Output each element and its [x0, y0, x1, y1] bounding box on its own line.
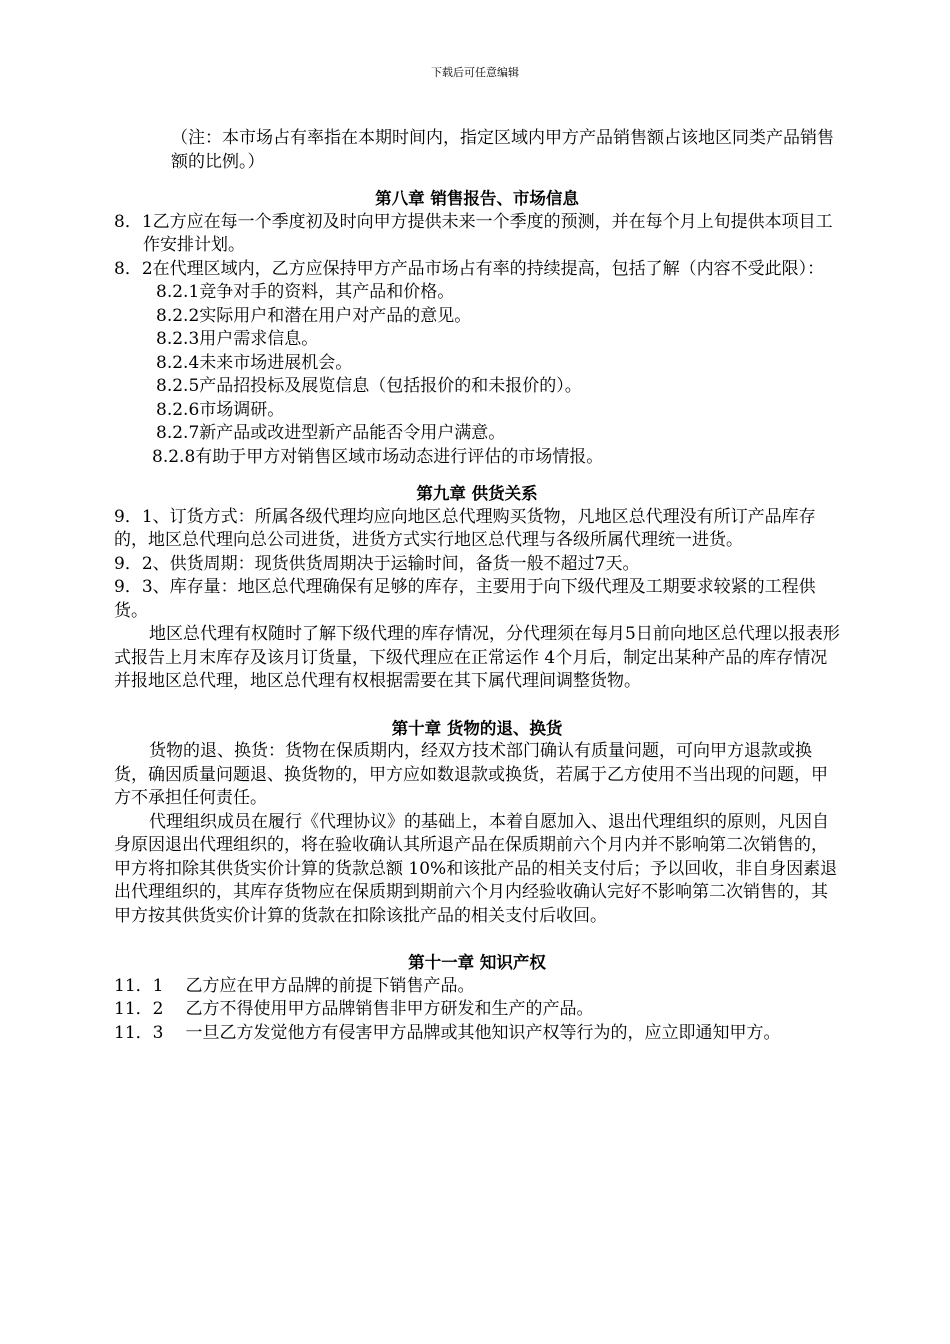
clause-11-2	[114, 998, 840, 1022]
clause-8-2-5: 8.2.5产品招投标及展览信息（包括报价的和未报价的）。	[156, 376, 582, 396]
clause-8-2-6: 8.2.6市场调研。	[156, 399, 285, 420]
clause-number: 11．1	[114, 975, 164, 996]
clause-8-2: 8．2在代理区域内，乙方应保持甲方产品市场占有率的持续提高，包括了解（内容不受此限）：	[114, 258, 825, 279]
clause-8-2-2: 8.2.2实际用户和潜在用户对产品的意见。	[156, 305, 472, 326]
clause-8-2-8: 8.2.8有助于甲方对销售区域市场动态进行评估的市场情报。	[152, 446, 604, 467]
page-header: 下载后可任意编辑	[431, 66, 519, 79]
inventory-paragraph: 地区总代理有权随时了解下级代理的库存情况，分代理须在每月5日前向地区总代理以报表形式报告上月末库存及该月订货量，下级代理应在正常运作 4个月后，制定出某种产品的库存情况并报地区总代理，地区总代理有权根据需要在其下属代理间调整货物。	[114, 624, 840, 691]
clause-8-2-1: 8.2.1竞争对手的资料，其产品和价格。	[156, 282, 455, 302]
clause-number: 11．2	[114, 999, 164, 1019]
chapter-8-title: 第八章 销售报告、市场信息	[375, 189, 579, 208]
clause-number: 11．3	[114, 1022, 164, 1043]
clause-text: 乙方应在甲方品牌的前提下销售产品。	[185, 975, 475, 996]
clause-9-2: 9．2、供货周期：现货供货周期决于运输时间，备货一般不超过7天。	[114, 553, 640, 574]
clause-8-1: 8．1乙方应在每一个季度初及时向甲方提供未来一个季度的预测，并在每个月上旬提供本项目工作安排计划。	[114, 211, 833, 255]
withdrawal-paragraph: 代理组织成员在履行《代理协议》的基础上，本着自愿加入、退出代理组织的原则，凡因自身原因退出代理组织的，将在验收确认其所退产品在保质期前六个月内并不影响第二次销售的，甲方将扣除其供货实价计算的货款总额 10%和该批产品的相关支付后；予以回收，非自身因素退出代理组织的，其库存货物应在保质期到期前六个月内经验收确认完好不影响第二次销售的，其甲方按其供货实价计算的货款在扣除该批产品的相关支付后收回。	[114, 811, 838, 926]
clause-8-2-7: 8.2.7新产品或改进型新产品能否令用户满意。	[156, 423, 506, 443]
return-exchange-paragraph: 货物的退、换货：货物在保质期内，经双方技术部门确认有质量问题，可向甲方退款或换货，确因质量问题退、换货物的，甲方应如数退款或换货，若属于乙方使用不当出现的问题，甲方不承担任何责任。	[114, 741, 828, 808]
clause-text: 一旦乙方发觉他方有侵害甲方品牌或其他知识产权等行为的，应立即通知甲方。	[185, 1022, 781, 1043]
document-body	[114, 127, 840, 1045]
market-share-note: （注：本市场占有率指在本期时间内，指定区域内甲方产品销售额占该地区同类产品销售额的比例。）	[171, 128, 834, 172]
clause-9-3: 9．3、库存量：地区总代理确保有足够的库存，主要用于向下级代理及工期要求较紧的工程供货。	[114, 577, 816, 621]
chapter-10-title: 第十章 货物的退、换货	[391, 718, 563, 738]
clause-11-3	[114, 1022, 840, 1046]
chapter-9-title: 第九章 供货关系	[416, 484, 538, 503]
chapter-11-title: 第十一章 知识产权	[408, 953, 546, 972]
clause-11-1	[114, 975, 840, 999]
clause-text: 乙方不得使用甲方品牌销售非甲方研发和生产的产品。	[185, 999, 594, 1019]
clause-8-2-3: 8.2.3用户需求信息。	[156, 329, 319, 349]
clause-9-1: 9．1、订货方式：所属各级代理均应向地区总代理购买货物，凡地区总代理没有所订产品库存的，地区总代理向总公司进货，进货方式实行地区总代理与各级所属代理统一进货。	[114, 506, 816, 550]
clause-8-2-4: 8.2.4未来市场进展机会。	[156, 352, 353, 373]
